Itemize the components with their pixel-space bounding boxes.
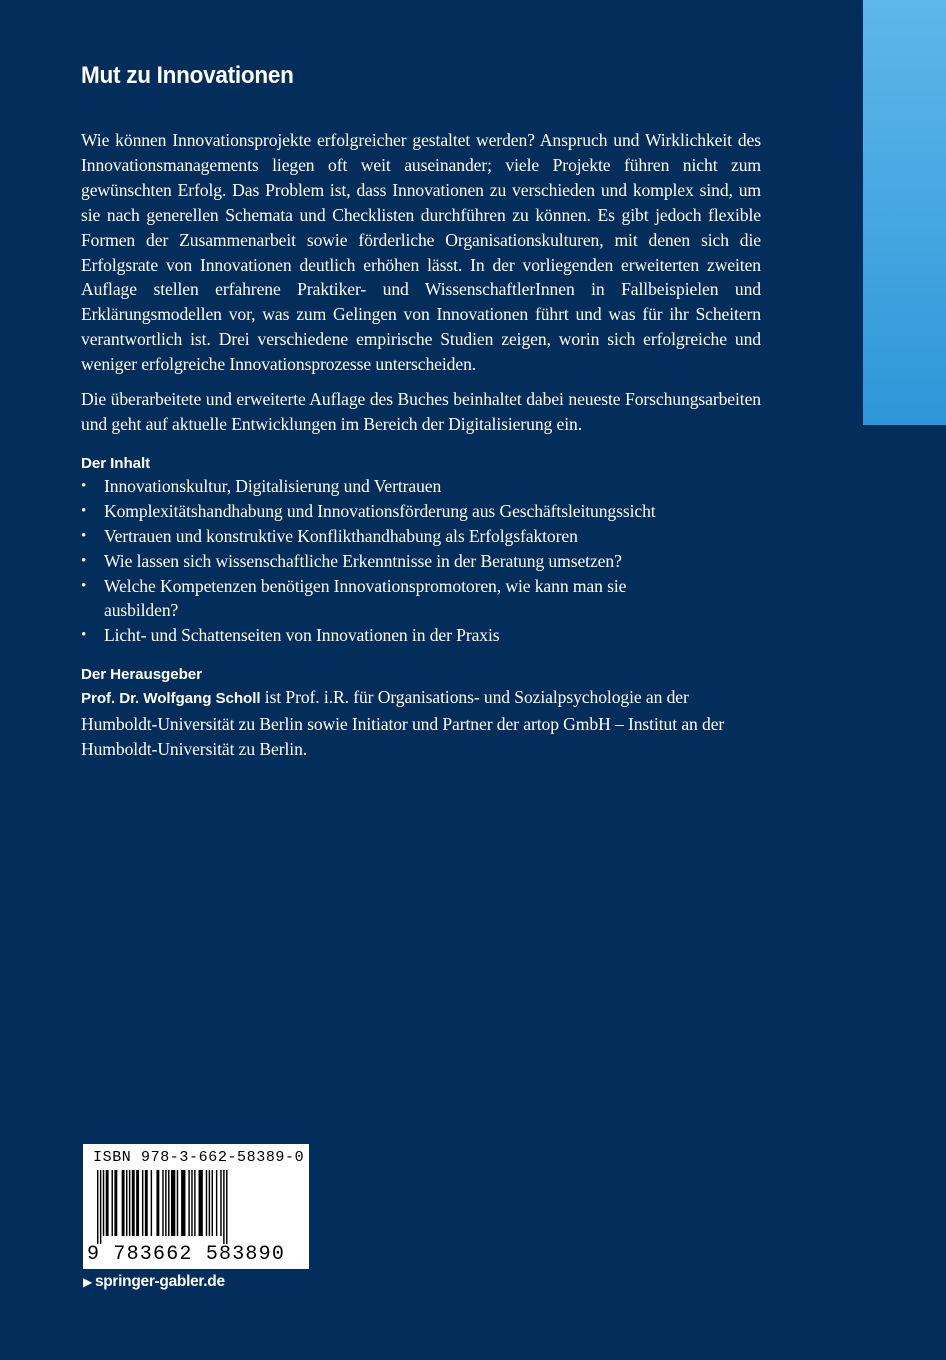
isbn-barcode (83, 1144, 309, 1269)
barcode-bar (226, 1170, 227, 1244)
publisher-website[interactable] (83, 1273, 225, 1291)
bullet-icon: • (81, 577, 87, 594)
barcode-bar (136, 1170, 139, 1236)
arrow-right-icon: ▶ (83, 1275, 92, 1289)
barcode-bar (223, 1170, 224, 1244)
contents-list (81, 474, 761, 648)
bullet-icon: • (81, 552, 87, 569)
barcode-bar (122, 1170, 125, 1236)
barcode-bar (181, 1170, 185, 1236)
barcode-bar (114, 1170, 117, 1236)
barcode-digits: 9 783662 583890 (87, 1243, 286, 1266)
barcode-bar (206, 1170, 207, 1236)
barcode-bar (142, 1170, 143, 1236)
bullet-icon: • (81, 477, 87, 494)
contents-heading: Der Inhalt (81, 454, 151, 472)
barcode-bar (168, 1170, 169, 1236)
barcode-bar (112, 1170, 113, 1236)
book-title: Mut zu Innovationen (81, 62, 294, 89)
back-cover-text (81, 62, 761, 762)
barcode-bar (212, 1170, 213, 1236)
barcode-bar (106, 1170, 109, 1236)
list-item: • Licht- und Schattenseiten von Innovationen in der Praxis (81, 623, 761, 648)
list-item: • Wie lassen sich wissenschaftliche Erkenntnisse in der Beratung umsetzen? (81, 549, 761, 574)
barcode-bar (145, 1170, 148, 1236)
list-item: • Innovationskultur, Digitalisierung und Vertrauen (81, 474, 761, 499)
barcode-bar (188, 1170, 189, 1236)
accent-bar (863, 0, 946, 425)
editor-bio-text: ist Prof. i.R. für Organisations- und Sozialpsychologie an der Humboldt-Universität zu Berlin sowie Initiator und Partner der artop GmbH – Institut an der Humboldt-Universität zu Berlin. (81, 687, 725, 760)
barcode-bar (129, 1170, 130, 1236)
barcode-bar (126, 1170, 127, 1236)
bullet-icon: • (81, 527, 87, 544)
isbn-label: ISBN 978-3-662-58389-0 (93, 1149, 305, 1166)
list-item: • Welche Kompetenzen benötigen Innovationspromotoren, wie kann man sie ausbilden? (81, 575, 627, 621)
barcode-bar (194, 1170, 195, 1236)
barcode-bar (100, 1170, 101, 1244)
barcode-bar (171, 1170, 175, 1236)
description-paragraph-1: Wie können Innovationsprojekte erfolgreicher gestaltet werden? Anspruch und Wirklichkeit des Innovationsmanagements liegen oft weit auseinander; viele Projekte führen nicht zum gewünschten Erfolg. Das Problem ist, dass Innovationen zu verschieden und komplex sind, um sie nach generellen Schemata und Checklisten durchführen zu können. Es gibt jedoch flexible Formen der Zusammenarbeit sowie förderliche Organisationskulturen, mit denen sich die Erfolgsrate von Innovationen deutlich erhöhen lässt. In der vorliegenden erweiterten zweiten Auflage stellen erfahrene Praktiker- und WissenschaftlerInnen in Fallbeispielen und Erklärungsmodellen vor, was zum Gelingen von Innovationen führt und was für ihr Scheitern verantwortlich ist. Drei verschiedene empirische Studien zeigen, worin sich erfolgreiche und weniger erfolgreiche Innovationsprozesse unterscheiden. (81, 130, 761, 375)
barcode-bar (216, 1170, 217, 1236)
barcode-bar (177, 1170, 178, 1236)
editor-bio (81, 685, 761, 762)
bullet-icon: • (81, 502, 87, 519)
description-paragraph-2: Die überarbeitete und erweiterte Auflage des Buches beinhaltet dabei neueste Forschungsarbeiten und geht auf aktuelle Entwicklungen im Bereich der Digitalisierung ein. (81, 389, 761, 434)
barcode-bar (103, 1170, 104, 1236)
barcode-bar (132, 1170, 135, 1236)
barcode-bars (89, 1170, 303, 1244)
website-label: springer-gabler.de (94, 1273, 225, 1290)
list-item: • Vertrauen und konstruktive Konflikthandhabung als Erfolgsfaktoren (81, 524, 761, 549)
list-item: • Komplexitätshandhabung und Innovationsförderung aus Geschäftsleitungssicht (81, 499, 761, 524)
editor-name: Prof. Dr. Wolfgang Scholl (81, 690, 261, 708)
barcode-bar (199, 1170, 203, 1236)
barcode-bar (191, 1170, 192, 1236)
editor-heading: Der Herausgeber (81, 666, 202, 684)
barcode-bar (156, 1170, 159, 1236)
barcode-bar (220, 1170, 221, 1236)
barcode-bar (165, 1170, 166, 1236)
barcode-bar (209, 1170, 210, 1236)
bullet-icon: • (81, 627, 87, 644)
barcode-bar (162, 1170, 163, 1236)
barcode-bar (151, 1170, 152, 1236)
barcode-bar (97, 1170, 98, 1244)
